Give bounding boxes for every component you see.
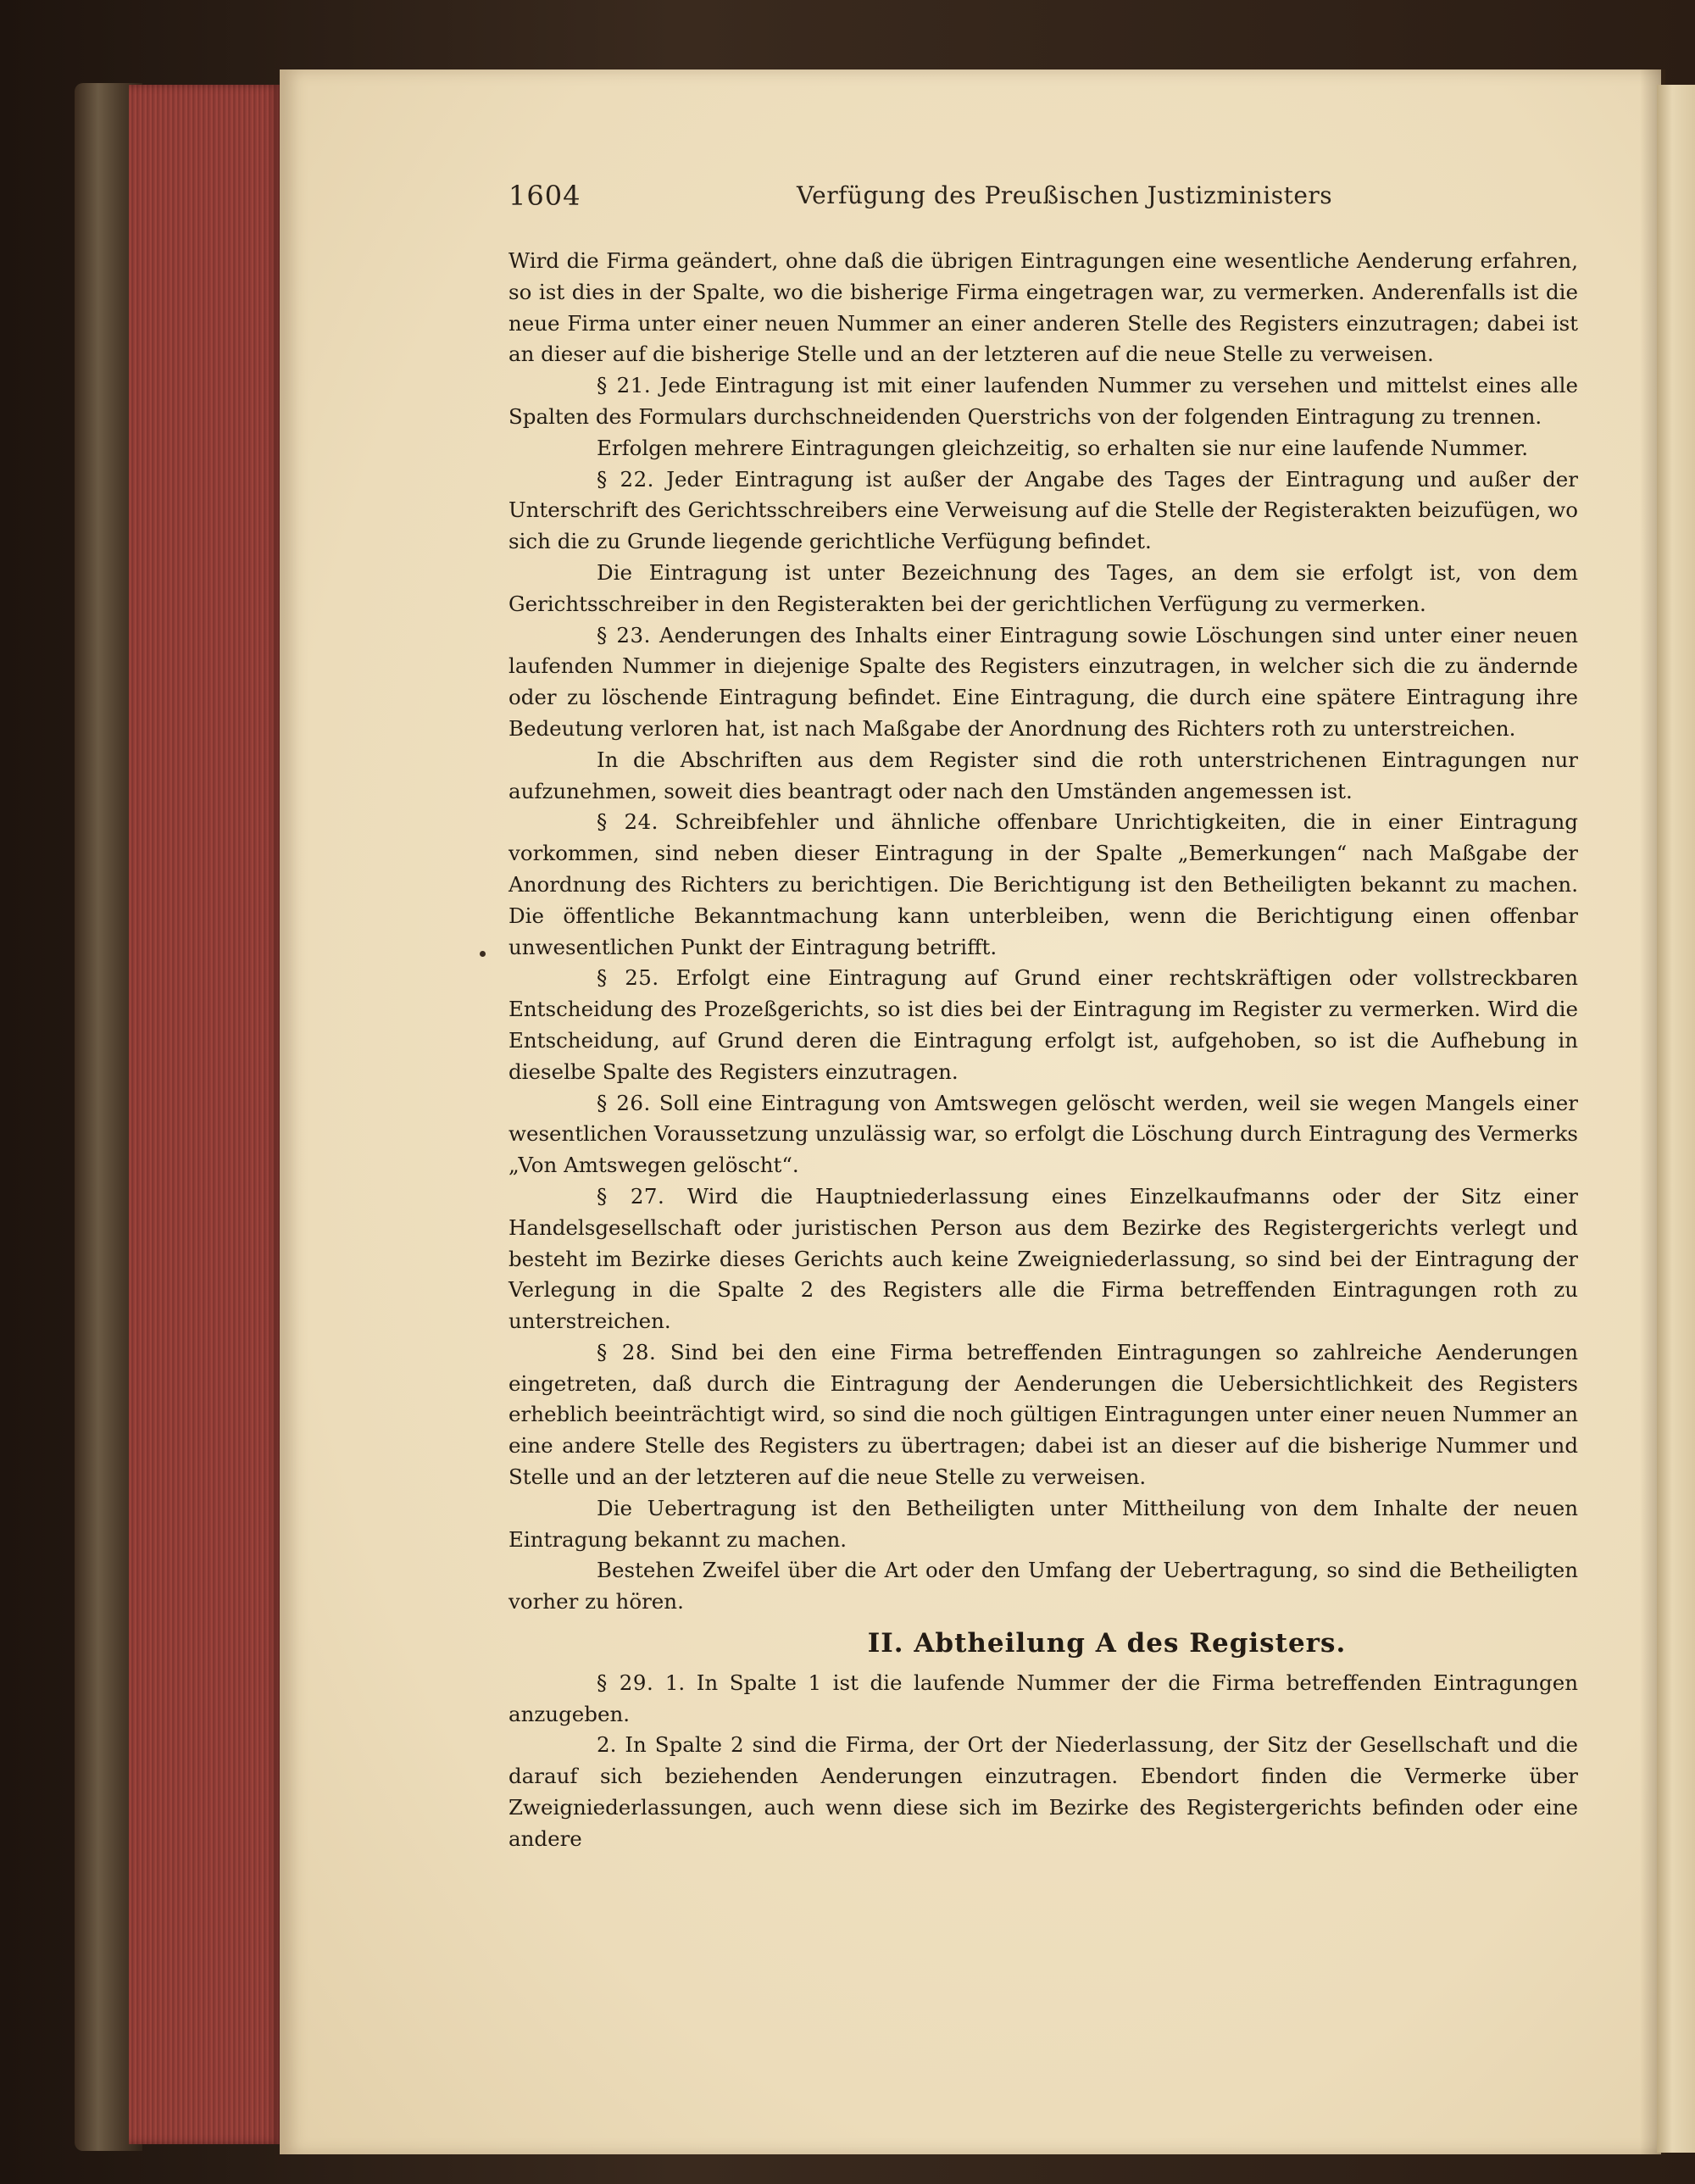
- paragraph: [508, 963, 1578, 1087]
- paragraph-text: Jeder Eintragung ist außer der Angabe des Tages der Eintragung und außer der Unterschrift des Gerichtsschreibers eine Verweisung auf die Stelle der Registerakten beizufügen, wo sich die zu Grunde liegende gerichtliche Verfügung befindet.: [508, 466, 1578, 554]
- paragraph: [508, 807, 1578, 963]
- page-edges: [129, 85, 281, 2144]
- paragraph-text: Schreibfehler und ähnliche offenbare Unrichtigkeiten, die in einer Eintragung vorkommen, sind neben dieser Eintragung in der Spalte „Bemerkungen“ nach Maßgabe der Anordnung des Richters zu berichtigen. Die Berichtigung ist den Betheiligten bekannt zu machen. Die öffentliche Bekanntmachung kann unterbleiben, wenn die Berichtigung einen offenbar unwesentlichen Punkt der Eintragung betrifft.: [508, 809, 1578, 959]
- section-number: § 21.: [597, 373, 652, 398]
- paragraph: [508, 464, 1578, 558]
- section-number: § 27.: [597, 1183, 665, 1209]
- paragraph: [508, 745, 1578, 808]
- paragraph-text: 1. In Spalte 1 ist die laufende Nummer der die Firma betreffenden Eintragungen anzugeben.: [508, 1670, 1578, 1726]
- paragraph-text: Wird die Hauptniederlassung eines Einzelkaufmanns oder der Sitz einer Handelsgesellschaft oder juristischen Person aus dem Bezirke des Registergerichts verlegt und besteht im Bezirke dieses Gerichts auch keine Zweigniederlassung, so sind bei der Eintragung der Verlegung in die Spalte 2 des Registers alle die Firma betreffenden Eintragungen roth zu unterstreichen.: [508, 1183, 1578, 1334]
- paragraph: [508, 1088, 1578, 1181]
- section-number: § 26.: [597, 1090, 651, 1115]
- paragraph: [508, 246, 1578, 370]
- paragraph: [508, 1730, 1578, 1854]
- section-number: § 23.: [597, 622, 651, 647]
- section-number: § 25.: [597, 965, 659, 991]
- paragraph: [508, 558, 1578, 620]
- paragraph-text: Die Eintragung ist unter Bezeichnung des Tages, an dem sie erfolgt ist, von dem Gerichtsschreiber in den Registerakten bei der gerichtlichen Verfügung zu vermerken.: [508, 559, 1578, 616]
- paragraph: [508, 1493, 1578, 1556]
- page-header: [508, 180, 1576, 220]
- section-number: § 22.: [597, 466, 654, 492]
- paragraph: [508, 1555, 1578, 1618]
- page-number: 1604: [508, 180, 581, 212]
- section-number: § 28.: [597, 1339, 657, 1364]
- paragraph-text: Sind bei den eine Firma betreffenden Eintragungen so zahlreiche Aenderungen eingetreten, daß durch die Eintragung der Aenderungen die Uebersichtlichkeit des Registers erheblich beeinträchtigt wird, so sind die noch gültigen Eintragungen unter einer neuen Nummer an eine andere Stelle des Registers zu übertragen; dabei ist an dieser auf die bisherige Nummer und Stelle und an der letzteren auf die neue Stelle zu verweisen.: [508, 1339, 1578, 1490]
- paragraph-text: Jede Eintragung ist mit einer laufenden Nummer zu versehen und mittelst eines alle Spalten des Formulars durchschneidenden Querstrichs von der folgenden Eintragung zu trennen.: [508, 373, 1578, 429]
- paragraph-text: 2. In Spalte 2 sind die Firma, der Ort der Niederlassung, der Sitz der Gesellschaft und die darauf sich beziehenden Aenderungen einzutragen. Ebendort finden die Vermerke über Zweigniederlassungen, auch wenn diese sich im Bezirke des Registergerichts befinden oder eine andere: [508, 1732, 1578, 1851]
- paragraph: [508, 433, 1578, 464]
- section-heading: II. Abtheilung A des Registers.: [867, 1628, 1347, 1659]
- running-title: Verfügung des Preußischen Justizministers: [797, 181, 1333, 209]
- paragraph-text: Die Uebertragung ist den Betheiligten unter Mittheilung von dem Inhalte der neuen Eintragung bekannt zu machen.: [508, 1495, 1578, 1552]
- section-number: § 29.: [597, 1670, 654, 1695]
- section-number: § 24.: [597, 809, 659, 835]
- paragraph-text: Wird die Firma geändert, ohne daß die übrigen Eintragungen eine wesentliche Aenderung erfahren, so ist dies in der Spalte, wo die bisherige Firma eingetragen war, zu vermerken. Anderenfalls ist die neue Firma unter einer neuen Nummer an einer anderen Stelle des Registers einzutragen; dabei ist an dieser auf die bisherige Stelle und an der letzteren auf die neue Stelle zu verweisen.: [508, 248, 1578, 367]
- margin-mark: [480, 951, 486, 957]
- paragraph-text: Soll eine Eintragung von Amtswegen gelöscht werden, weil sie wegen Mangels einer wesentlichen Voraussetzung unzulässig war, so erfolgt die Löschung durch Eintragung des Vermerks „Von Amtswegen gelöscht“.: [508, 1090, 1578, 1178]
- paragraph: [508, 1668, 1578, 1731]
- paragraph-text: In die Abschriften aus dem Register sind die roth unterstrichenen Eintragungen nur aufzunehmen, soweit dies beantragt oder nach den Umständen angemessen ist.: [508, 747, 1578, 803]
- body-text: [508, 246, 1578, 1855]
- paragraph: [508, 370, 1578, 433]
- paragraph: [508, 620, 1578, 745]
- next-page-edge: [1657, 85, 1695, 2153]
- paragraph: [508, 1337, 1578, 1493]
- paragraph-text: Aenderungen des Inhalts einer Eintragung sowie Löschungen sind unter einer neuen laufenden Nummer in diejenige Spalte des Registers einzutragen, in welcher sich die zu ändernde oder zu löschende Eintragung befindet. Eine Eintragung, die durch eine spätere Eintragung ihre Bedeutung verloren hat, ist nach Maßgabe der Anordnung des Richters roth zu unterstreichen.: [508, 622, 1578, 741]
- paragraph: [508, 1181, 1578, 1337]
- paragraph-text: Erfolgt eine Eintragung auf Grund einer rechtskräftigen oder vollstreckbaren Entscheidung des Prozeßgerichts, so ist dies bei der Eintragung im Register zu vermerken. Wird die Entscheidung, auf Grund deren die Eintragung erfolgt ist, aufgehoben, so ist die Aufhebung in dieselbe Spalte des Registers einzutragen.: [508, 965, 1578, 1084]
- paragraph-text: Erfolgen mehrere Eintragungen gleichzeitig, so erhalten sie nur eine laufende Nummer.: [597, 435, 1529, 460]
- paragraph-text: Bestehen Zweifel über die Art oder den Umfang der Uebertragung, so sind die Betheiligten vorher zu hören.: [508, 1558, 1578, 1614]
